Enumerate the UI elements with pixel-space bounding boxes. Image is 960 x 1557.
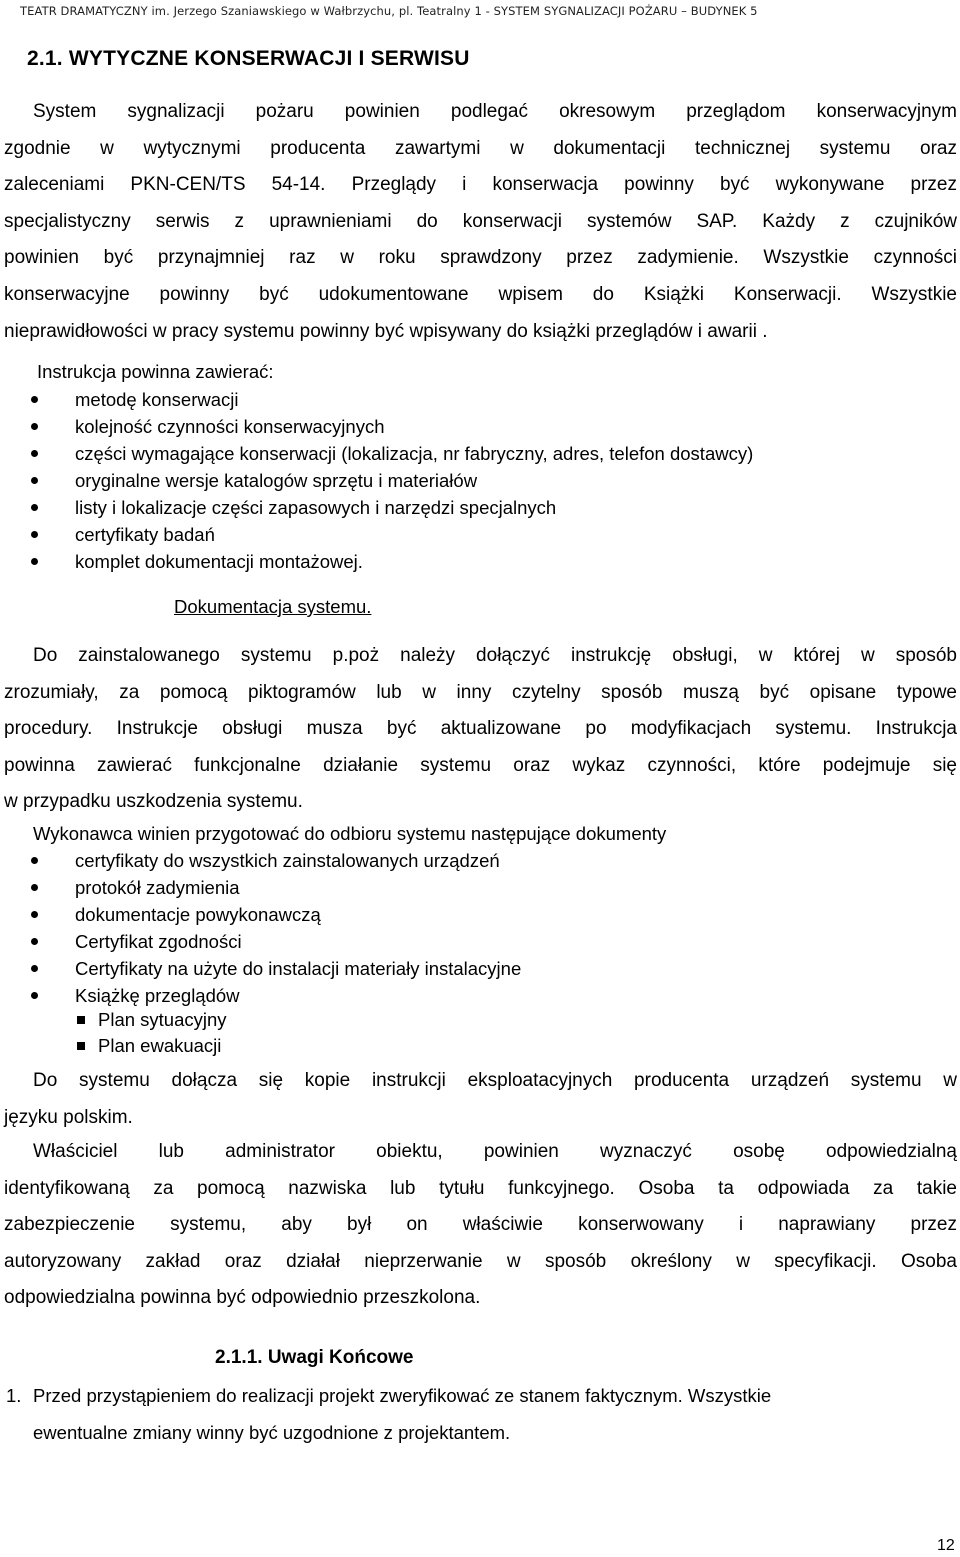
paragraph-line: procedury. Instrukcje obsługi musza być aktualizowane po modyfikacjach systemu. Instrukcja: [4, 718, 957, 740]
bullet-icon: [31, 965, 38, 972]
paragraph-line: Do systemu dołącza się kopie instrukcji eksploatacyjnych producenta urządzeń systemu w: [33, 1070, 957, 1091]
paragraph-line: zgodnie w wytycznymi producenta zawartymi w dokumentacji technicznej systemu oraz: [4, 137, 957, 159]
list-item: certyfikaty do wszystkich zainstalowanych urządzeń: [26, 847, 521, 874]
list-item: Certyfikaty na użyte do instalacji materiały instalacyjne: [26, 955, 521, 982]
list-item: listy i lokalizacje części zapasowych i narzędzi specjalnych: [26, 494, 753, 521]
sublist-item: Plan sytuacyjny: [75, 1007, 227, 1033]
list-item: Certyfikat zgodności: [26, 928, 521, 955]
paragraph-line: nieprawidłowości w pracy systemu powinny być wpisywany do książki przeglądów i awarii .: [4, 320, 768, 342]
list-item: dokumentacje powykonawczą: [26, 901, 521, 928]
subsection-title: 2.1.1. Uwagi Końcowe: [215, 1347, 414, 1368]
paragraph-line: specjalistyczny serwis z uprawnieniami do konserwacji systemów SAP. Każdy z czujników: [4, 210, 957, 232]
paragraph-line: języku polskim.: [4, 1106, 133, 1128]
square-bullet-icon: [77, 1016, 85, 1024]
final-item: [33, 1378, 957, 1451]
paragraph-line: odpowiedzialna powinna być odpowiednio przeszkolona.: [4, 1287, 481, 1309]
bullet-icon: [31, 857, 38, 864]
paragraph-line: w przypadku uszkodzenia systemu.: [4, 791, 303, 813]
bullet-icon: [31, 450, 38, 457]
paragraph-line: konserwacyjne powinny być udokumentowane wpisem do Książki Konserwacji. Wszystkie: [4, 283, 957, 305]
bullet-icon: [31, 423, 38, 430]
list-item: części wymagające konserwacji (lokalizacja, nr fabryczny, adres, telefon dostawcy): [26, 440, 753, 467]
final-item-number: 1.: [6, 1385, 22, 1406]
paragraph-line: zrozumiały, za pomocą piktogramów lub w inny czytelny sposób muszą być opisane typowe: [4, 681, 957, 703]
list-item: metodę konserwacji: [26, 386, 753, 413]
maintenance-paragraph: [4, 94, 957, 350]
page-header: TEATR DRAMATYCZNY im. Jerzego Szaniawskiego w Wałbrzychu, pl. Teatralny 1 - SYSTEM SYGNALIZACJI POŻARU – BUDYNEK 5: [20, 4, 758, 18]
paragraph-line: zaleceniami PKN-CEN/TS 54-14. Przeglądy i konserwacja powinny być wykonywane przez: [4, 174, 957, 196]
list-item: komplet dokumentacji montażowej.: [26, 548, 753, 575]
paragraph-line: autoryzowany zakład oraz działał nieprzerwanie w sposób określony w specyfikacji. Osoba: [4, 1250, 957, 1272]
bullet-icon: [31, 477, 38, 484]
manuals-paragraph: [4, 1063, 957, 1136]
bullet-icon: [31, 911, 38, 918]
documentation-heading: Dokumentacja systemu.: [174, 596, 372, 617]
bullet-icon: [31, 531, 38, 538]
documentation-paragraph: [4, 638, 957, 821]
sublist-item: Plan ewakuacji: [75, 1033, 227, 1059]
list-item: Książkę przeglądów: [26, 982, 521, 1009]
list-item: protokół zadymienia: [26, 874, 521, 901]
list-item: kolejność czynności konserwacyjnych: [26, 413, 753, 440]
instruction-lead: Instrukcja powinna zawierać:: [37, 361, 274, 382]
bullet-icon: [31, 884, 38, 891]
contractor-documents-list: [26, 847, 521, 1009]
paragraph-line: identyfikowaną za pomocą nazwiska lub tytułu funkcyjnego. Osoba ta odpowiada za takie: [4, 1177, 957, 1199]
bullet-icon: [31, 558, 38, 565]
paragraph-line: powinien być przynajmniej raz w roku sprawdzony przez zadymienie. Wszystkie czynności: [4, 247, 957, 269]
paragraph-line: Do zainstalowanego systemu p.poż należy dołączyć instrukcję obsługi, w której w sposób: [33, 645, 957, 666]
paragraph-line: System sygnalizacji pożaru powinien podlegać okresowym przeglądom konserwacyjnym: [33, 101, 957, 122]
square-bullet-icon: [77, 1042, 85, 1050]
paragraph-line: Właściciel lub administrator obiektu, powinien wyznaczyć osobę odpowiedzialną: [33, 1141, 957, 1162]
list-item: oryginalne wersje katalogów sprzętu i materiałów: [26, 467, 753, 494]
bullet-icon: [31, 938, 38, 945]
bullet-icon: [31, 504, 38, 511]
bullet-icon: [31, 396, 38, 403]
paragraph-line: zabezpieczenie systemu, aby był on właściwie konserwowany i naprawiany przez: [4, 1214, 957, 1236]
contractor-lead: Wykonawca winien przygotować do odbioru systemu następujące dokumenty: [33, 823, 667, 844]
instruction-list: [26, 386, 753, 575]
paragraph-line: ewentualne zmiany winny być uzgodnione z projektantem.: [33, 1421, 511, 1443]
responsible-person-paragraph: [4, 1134, 957, 1317]
bullet-icon: [31, 992, 38, 999]
section-title: 2.1. WYTYCZNE KONSERWACJI I SERWISU: [27, 47, 470, 70]
paragraph-line: powinna zawierać funkcjonalne działanie systemu oraz wykaz czynności, które podejmuje się: [4, 754, 957, 776]
page-number: 12: [937, 1537, 955, 1554]
paragraph-line: Przed przystąpieniem do realizacji projekt zweryfikować ze stanem faktycznym. Wszystkie: [33, 1385, 772, 1406]
contractor-sublist: [75, 1007, 227, 1059]
list-item: certyfikaty badań: [26, 521, 753, 548]
